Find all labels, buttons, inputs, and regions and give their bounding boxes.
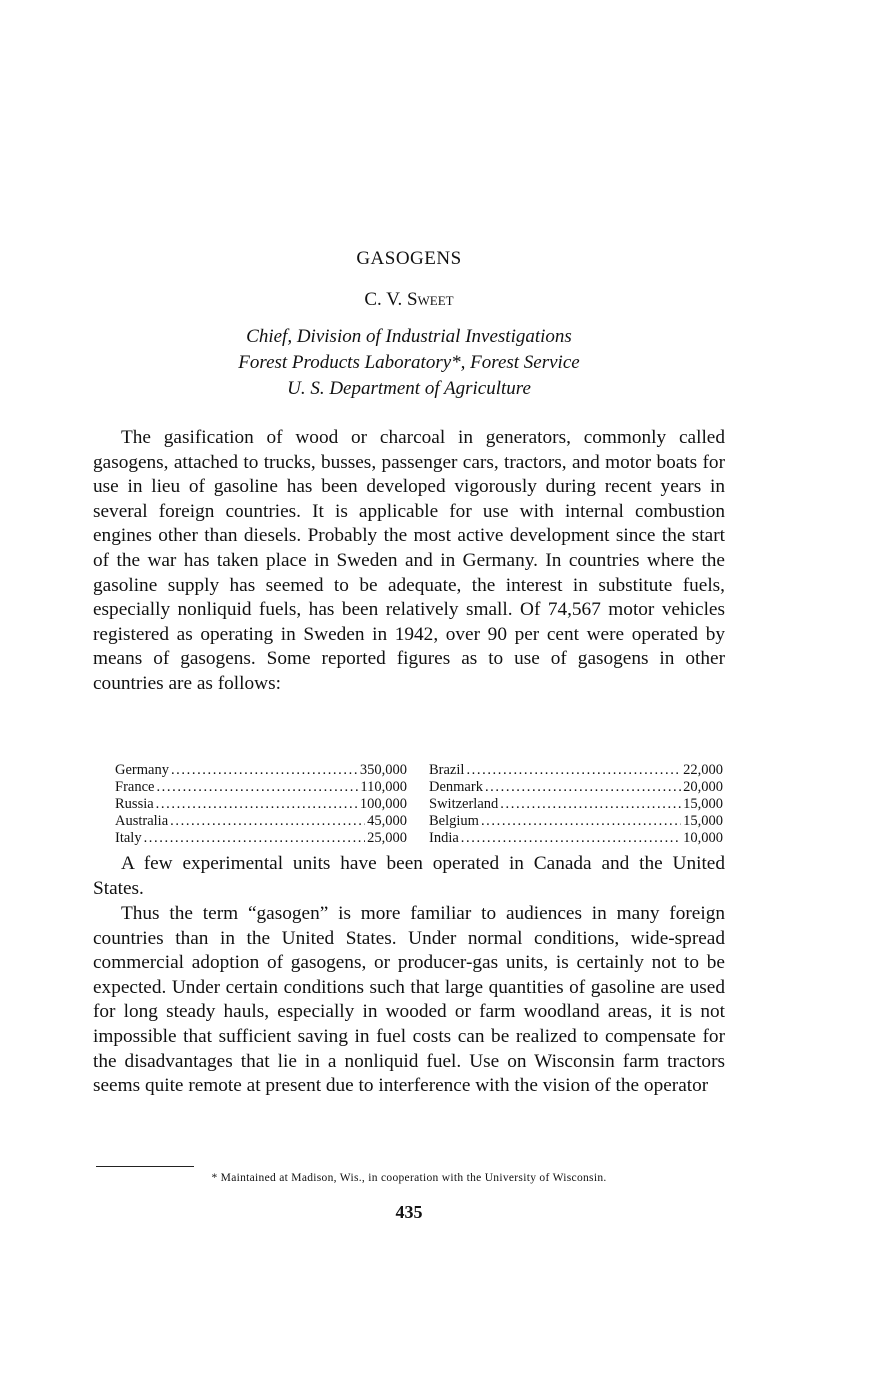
dot-leader bbox=[144, 830, 366, 847]
table-row bbox=[115, 813, 407, 830]
country-name: Germany bbox=[115, 762, 169, 778]
footnote: * Maintained at Madison, Wis., in cooperation with the University of Wisconsin. bbox=[211, 1172, 607, 1184]
gasogen-count: 22,000 bbox=[683, 762, 723, 778]
table-row bbox=[429, 779, 723, 796]
country-name: Denmark bbox=[429, 779, 483, 795]
dot-leader bbox=[481, 813, 681, 830]
gasogen-count: 100,000 bbox=[359, 796, 407, 812]
author-affiliation bbox=[93, 324, 725, 402]
country-name: Australia bbox=[115, 813, 169, 829]
gasogen-count: 15,000 bbox=[683, 813, 723, 829]
table-row bbox=[429, 830, 723, 847]
document-page bbox=[93, 0, 725, 1380]
country-name: Italy bbox=[115, 830, 142, 846]
country-name: India bbox=[429, 830, 459, 846]
table-row bbox=[115, 830, 407, 847]
gasogen-usage-column-right bbox=[429, 762, 723, 847]
intro-section bbox=[93, 426, 725, 697]
dot-leader bbox=[461, 830, 681, 847]
table-row bbox=[115, 762, 407, 779]
gasogen-count: 350,000 bbox=[359, 762, 407, 778]
table-row bbox=[429, 762, 723, 779]
experimental-section bbox=[93, 852, 725, 901]
experimental-paragraph: A few experimental units have been operated in Canada and the United States. bbox=[93, 853, 725, 899]
gasogen-usage-column-left bbox=[115, 762, 407, 847]
dot-leader bbox=[485, 779, 681, 796]
country-name: Belgium bbox=[429, 813, 479, 829]
page-number: 435 bbox=[395, 1202, 423, 1222]
gasogen-count: 10,000 bbox=[683, 830, 723, 846]
table-row bbox=[429, 813, 723, 830]
gasogen-count: 15,000 bbox=[683, 796, 723, 812]
gasogen-count: 110,000 bbox=[360, 779, 407, 795]
dot-leader bbox=[156, 796, 358, 813]
dot-leader bbox=[500, 796, 681, 813]
dot-leader bbox=[170, 813, 365, 830]
affiliation-line: U. S. Department of Agriculture bbox=[287, 378, 531, 399]
author-name bbox=[93, 289, 725, 311]
table-row bbox=[115, 796, 407, 813]
country-name: France bbox=[115, 779, 155, 795]
familiarity-section bbox=[93, 902, 725, 1099]
gasogen-count: 20,000 bbox=[683, 779, 723, 795]
table-row bbox=[429, 796, 723, 813]
table-row bbox=[115, 779, 407, 796]
footnote-divider bbox=[96, 1166, 194, 1167]
affiliation-line: Chief, Division of Industrial Investigations bbox=[246, 326, 572, 347]
country-name: Switzerland bbox=[429, 796, 499, 812]
gasogen-count: 45,000 bbox=[367, 813, 407, 829]
author-name-text: C. V. Sweet bbox=[364, 289, 454, 310]
intro-paragraph: The gasification of wood or charcoal in generators, commonly called gasogens, attached to trucks, busses, passenger cars, tractors, and motor boats for use in lieu of gasoline has been developed vigorously during recent years in several foreign countries. It is applicable for use with internal combustion engines other than diesels. Probably the most active development since the start of the war has taken place in Sweden and in Germany. In countries where the gasoline supply has seemed to be adequate, the interest in substitute fuels, especially nonliquid fuels, has been relatively small. Of 74,567 motor vehicles registered as operating in Sweden in 1942, over 90 per cent were operated by means of gasogens. Some reported figures as to use of gasogens in other countries are as follows: bbox=[93, 427, 725, 694]
dot-leader bbox=[171, 762, 358, 779]
affiliation-line: Forest Products Laboratory*, Forest Service bbox=[238, 352, 580, 373]
gasogen-count: 25,000 bbox=[367, 830, 407, 846]
country-name: Brazil bbox=[429, 762, 465, 778]
country-name: Russia bbox=[115, 796, 154, 812]
article-title: GASOGENS bbox=[356, 248, 462, 269]
dot-leader bbox=[466, 762, 681, 779]
familiarity-paragraph: Thus the term “gasogen” is more familiar to audiences in many foreign countries than in the United States. Under normal conditions, wide-spread commercial adoption of gasogens, or producer-gas units, is certainly not to be expected. Under certain conditions such that large quantities of gasoline are used for long steady hauls, especially in wooded or farm woodland areas, it is not impossible that sufficient saving in fuel costs can be realized to compensate for the disadvantages that lie in a nonliquid fuel. Use on Wisconsin farm tractors seems quite remote at present due to interference with the vision of the operator bbox=[93, 903, 725, 1097]
dot-leader bbox=[156, 779, 358, 796]
